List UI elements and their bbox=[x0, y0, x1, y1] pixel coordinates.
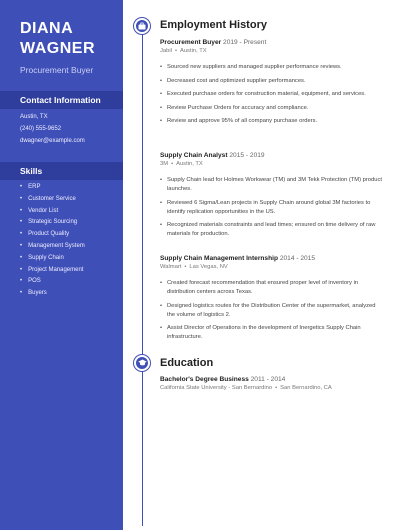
graduation-cap-icon bbox=[134, 355, 150, 371]
skill-item: • POS bbox=[20, 276, 85, 288]
bullet-item: • Recognized materials constraints and lead times; ensured on time delivery of raw materials for production. bbox=[160, 221, 385, 239]
contact-email[interactable]: dwagner@example.com bbox=[20, 138, 85, 144]
job-location: Austin, TX bbox=[176, 161, 203, 167]
job-company: Walmart bbox=[160, 264, 182, 270]
skill-item: • Customer Service bbox=[20, 194, 85, 206]
education-dates: 2011 - 2014 bbox=[250, 376, 286, 383]
bullet-item: • Review Purchase Orders for accuracy and compliance. bbox=[160, 104, 385, 113]
job-location: Las Vegas, NV bbox=[189, 264, 228, 270]
skill-item: • Buyers bbox=[20, 288, 85, 300]
bullet-item: • Reviewed 6 Sigma/Lean projects in Supply Chain around global 3M factories to identify replication opportunities in the US. bbox=[160, 199, 385, 217]
job-title: Procurement Buyer bbox=[160, 39, 222, 46]
skill-item: • Product Quality bbox=[20, 229, 85, 241]
education-heading: Education bbox=[160, 357, 214, 369]
school: California State University - San Bernardino bbox=[160, 385, 273, 391]
bullet-item: • Designed logistics routes for the Distribution Center of the supermarket, analyzed the volume of logistics 2. bbox=[160, 302, 385, 320]
job-bullets bbox=[160, 279, 385, 342]
job-bullets bbox=[160, 176, 385, 239]
job-entry: Supply Chain Management Internship 2014 - 2015 Walmart • Las Vegas, NV • Created forecast recommendation that ensured proper level of inventory in distribution centers across Texas. • Designed logistics routes for the Distribution Center of the supermarket, analyzed the volume of logistics 2. • Assist Director of Operations in the development of Inergetics Supply Chain infrastructure. bbox=[160, 255, 385, 347]
job-dates: 2015 - 2019 bbox=[229, 152, 265, 159]
bullet-item: • Review and approve 95% of all company purchase orders. bbox=[160, 117, 385, 126]
employment-heading: Employment History bbox=[160, 19, 267, 31]
job-company: 3M bbox=[160, 161, 169, 167]
skill-item: • Project Management bbox=[20, 265, 85, 277]
skill-item: • Vendor List bbox=[20, 206, 85, 218]
skill-item: • Strategic Sourcing bbox=[20, 217, 85, 229]
job-dates: 2014 - 2015 bbox=[279, 255, 316, 262]
job-location: Austin, TX bbox=[179, 48, 207, 54]
job-title: Supply Chain Analyst bbox=[160, 152, 228, 159]
bullet-item: • Supply Chain lead for Holmes Workwear (TM) and 3M Tekk Protection (TM) product launches. bbox=[160, 176, 385, 194]
contact-location: Austin, TX bbox=[20, 114, 48, 120]
skill-item: • ERP bbox=[20, 182, 85, 194]
job-bullets bbox=[160, 63, 385, 126]
job-dates: 2019 - Present bbox=[223, 39, 267, 46]
job-title: Procurement Buyer bbox=[20, 65, 94, 75]
job-title: Supply Chain Management Internship bbox=[160, 255, 278, 262]
job-company: Jabil bbox=[160, 48, 172, 54]
school-location: San Bernardino, CA bbox=[280, 385, 332, 391]
bullet-item: • Executed purchase orders for construction material, equipment, and services. bbox=[160, 90, 385, 99]
sidebar bbox=[0, 0, 123, 530]
briefcase-icon bbox=[134, 18, 150, 34]
bullet-item: • Assist Director of Operations in the development of Inergetics Supply Chain infrastructure. bbox=[160, 324, 385, 342]
candidate-name: DIANA WAGNER bbox=[20, 20, 95, 57]
degree: Bachelor's Degree Business bbox=[160, 376, 249, 383]
bullet-item: • Decreased cost and optimized supplier performances. bbox=[160, 77, 385, 86]
skill-item: • Management System bbox=[20, 241, 85, 253]
bullet-item: • Created forecast recommendation that ensured proper level of inventory in distribution centers across Texas. bbox=[160, 279, 385, 297]
job-entry: Procurement Buyer 2019 - Present Jabil • Austin, TX • Sourced new suppliers and managed supplier performance reviews. • Decreased cost and optimized supplier performances. • Executed purchase orders for construction material, equipment, and services. • Review Purchase Orders for accuracy and compliance. • Review and approve 95% of all company purchase orders. bbox=[160, 39, 385, 131]
skill-item: • Supply Chain bbox=[20, 253, 85, 265]
skills-heading: Skills bbox=[0, 162, 123, 180]
contact-phone: (240) 555-9652 bbox=[20, 126, 62, 132]
contact-heading: Contact Information bbox=[0, 91, 123, 109]
education-entry: Bachelor's Degree Business 2011 - 2014 California State University - San Bernardino • San Bernardino, CA bbox=[160, 376, 332, 391]
timeline-line bbox=[142, 26, 143, 526]
skills-list bbox=[20, 182, 85, 300]
bullet-item: • Sourced new suppliers and managed supplier performance reviews. bbox=[160, 63, 385, 72]
job-entry: Supply Chain Analyst 2015 - 2019 3M • Austin, TX • Supply Chain lead for Holmes Workwear (TM) and 3M Tekk Protection (TM) product launches. • Reviewed 6 Sigma/Lean projects in Supply Chain around global 3M factories to identify replication opportunities in the US. • Recognized materials constraints and lead times; ensured on time delivery of raw materials for production. bbox=[160, 152, 385, 244]
